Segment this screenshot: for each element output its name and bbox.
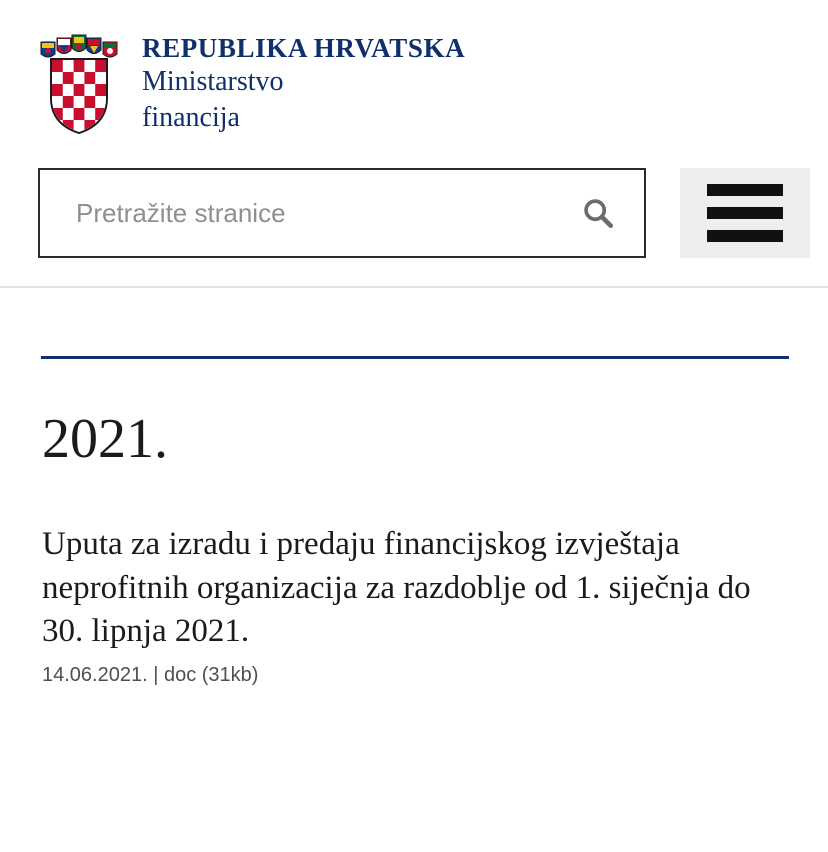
header-divider [0, 286, 828, 288]
site-header [0, 0, 828, 288]
site-branding[interactable] [0, 28, 828, 136]
list-item [42, 523, 792, 687]
croatian-coat-of-arms-icon [38, 32, 120, 136]
document-title-link[interactable]: Uputa za izradu i predaju financijskog izvještaja neprofitnih organizacija za razdoblje od 1. siječnja do 30. lipnja 2021. [42, 526, 751, 650]
hamburger-menu-icon-bar-2 [707, 207, 783, 219]
branding-ministry-line: Ministarstvo [142, 65, 284, 97]
hamburger-menu-icon [707, 184, 783, 196]
document-meta: 14.06.2021. | doc (31kb) [42, 663, 259, 686]
search-row [0, 136, 828, 286]
document-list [36, 523, 792, 687]
main-content [0, 356, 828, 687]
hamburger-menu-icon-bar-3 [707, 230, 783, 242]
branding-finance-line: financija [142, 101, 240, 133]
section-accent-rule [41, 356, 789, 359]
branding-republic-line: REPUBLIKA HRVATSKA [142, 33, 466, 63]
search-input[interactable] [74, 197, 578, 230]
hamburger-menu-button[interactable] [680, 168, 810, 258]
search-icon[interactable] [578, 193, 618, 233]
search-box[interactable] [38, 168, 646, 258]
page-title: 2021. [42, 408, 168, 470]
branding-text [142, 28, 465, 135]
